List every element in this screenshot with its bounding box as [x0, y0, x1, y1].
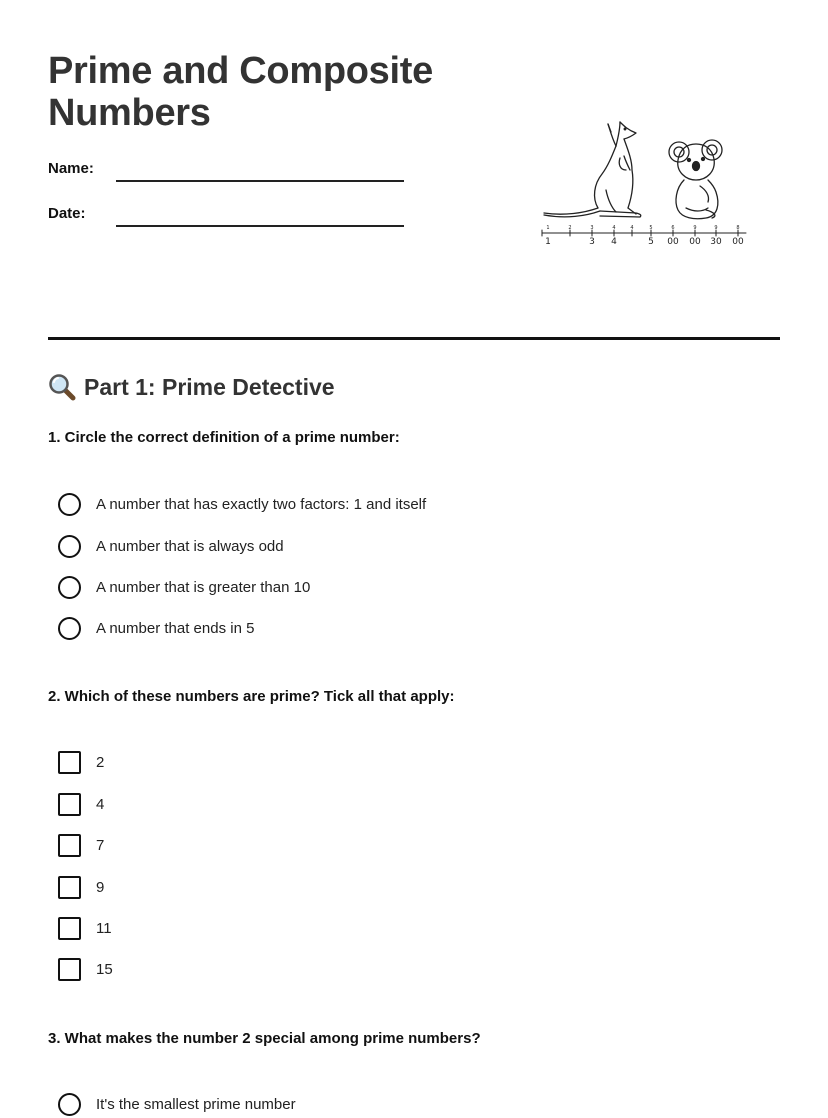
number-label: 4 — [611, 237, 617, 247]
q2-option[interactable] — [58, 958, 113, 981]
question-2: 2. Which of these numbers are prime? Tick all that apply: — [48, 688, 455, 705]
option-label: 2 — [96, 754, 105, 771]
number-label: 5 — [648, 237, 654, 247]
option-label: 9 — [96, 879, 105, 896]
top-tick-label: 5 — [649, 225, 653, 231]
option-label: A number that has exactly two factors: 1 and itself — [96, 496, 427, 513]
date-label: Date: — [48, 205, 86, 222]
option-label: A number that ends in 5 — [96, 620, 255, 637]
q2-option[interactable] — [58, 834, 104, 857]
option-label: A number that is greater than 10 — [96, 579, 311, 596]
top-tick-label: 9 — [714, 225, 718, 231]
top-tick-label: 4 — [612, 225, 616, 231]
kangaroo-icon — [544, 122, 641, 217]
checkbox[interactable] — [58, 876, 81, 899]
name-label: Name: — [48, 160, 94, 177]
section-divider — [48, 337, 780, 340]
option-label: 11 — [96, 920, 112, 937]
part-1-heading-text: Part 1: Prime Detective — [84, 373, 335, 400]
worksheet-title — [48, 50, 433, 134]
option-label: A number that is always odd — [96, 538, 284, 555]
number-label: 00 — [667, 237, 679, 247]
checkbox[interactable] — [58, 917, 81, 940]
kangaroo-koala-illustration — [536, 112, 752, 252]
option-label: It's the smallest prime number — [96, 1096, 296, 1113]
option-label: 15 — [96, 961, 113, 978]
top-tick-label: 8 — [736, 225, 740, 231]
number-label: 1 — [545, 237, 551, 247]
q2-option[interactable] — [58, 917, 112, 940]
koala-icon — [669, 140, 722, 219]
top-tick-label: 9 — [693, 225, 697, 231]
q2-option[interactable] — [58, 876, 104, 899]
option-label: 4 — [96, 796, 105, 813]
date-field[interactable] — [116, 225, 404, 227]
magnifier-icon — [48, 373, 76, 401]
number-label: 00 — [732, 237, 744, 247]
title-line-1: Prime and Composite — [48, 50, 433, 92]
title-line-2: Numbers — [48, 92, 211, 134]
option-label: 7 — [96, 837, 105, 854]
top-tick-label: 4 — [630, 225, 634, 231]
q2-option[interactable] — [58, 751, 104, 774]
checkbox[interactable] — [58, 834, 81, 857]
q1-option[interactable] — [58, 535, 284, 558]
top-tick-label: 6 — [671, 225, 675, 231]
radio-circle[interactable] — [58, 1093, 81, 1116]
number-label: 30 — [710, 237, 722, 247]
checkbox[interactable] — [58, 958, 81, 981]
top-tick-label: 3 — [590, 225, 594, 231]
part-1-heading — [48, 373, 335, 401]
radio-circle[interactable] — [58, 617, 81, 640]
name-field[interactable] — [116, 180, 404, 182]
q1-option[interactable] — [58, 617, 254, 640]
radio-circle[interactable] — [58, 576, 81, 599]
radio-circle[interactable] — [58, 493, 81, 516]
question-3: 3. What makes the number 2 special among prime numbers? — [48, 1030, 481, 1047]
radio-circle[interactable] — [58, 535, 81, 558]
number-label: 3 — [589, 237, 595, 247]
q1-option[interactable] — [58, 493, 426, 516]
top-tick-label: 1 — [546, 225, 550, 231]
number-label: 00 — [689, 237, 701, 247]
q2-option[interactable] — [58, 793, 104, 816]
q1-option[interactable] — [58, 576, 310, 599]
question-1: 1. Circle the correct definition of a prime number: — [48, 429, 400, 446]
top-tick-label: 2 — [568, 225, 572, 231]
checkbox[interactable] — [58, 751, 81, 774]
checkbox[interactable] — [58, 793, 81, 816]
q3-option[interactable] — [58, 1093, 296, 1116]
